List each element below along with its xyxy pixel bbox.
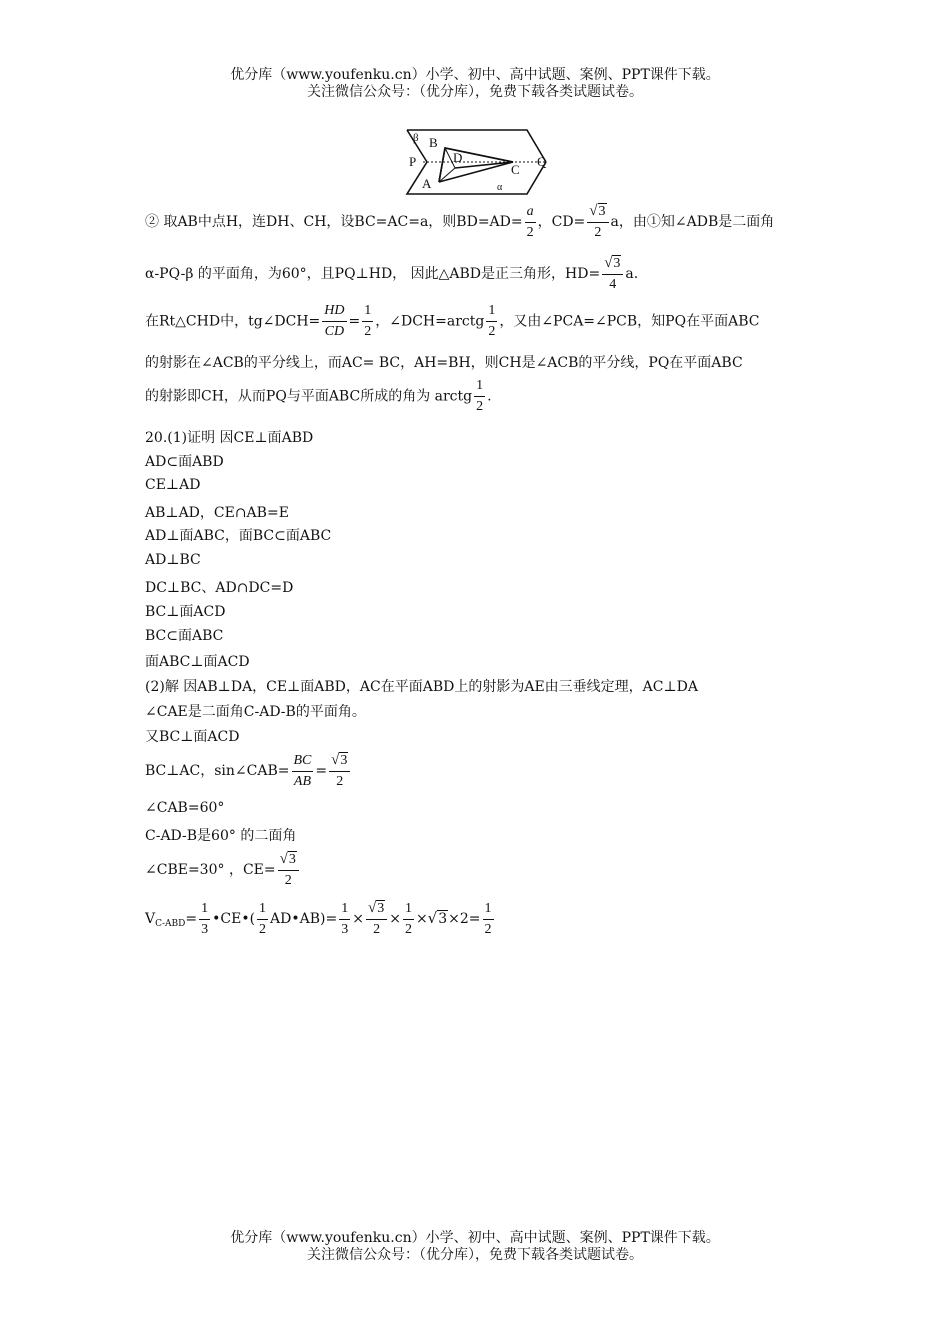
header-line-2: 关注微信公众号：（优分库），免费下载各类试题试卷。 (307, 84, 643, 100)
fraction: $\frac{√3}{2}$ (278, 849, 299, 891)
solution-2-line-4: BC⊥AC，sin∠CAB= $\frac{BC}{AB}$ = $\frac{√3}{2}$ (145, 750, 352, 792)
fraction: $\frac{1}{2}$ (484, 900, 492, 937)
label-beta: β (413, 132, 419, 144)
proof-line-1: 20.(1)证明 因CE⊥面ABD (145, 430, 314, 446)
fraction: $\frac{HD}{CD}$ (324, 303, 345, 339)
proof-line-10: 面ABC⊥面ACD (145, 654, 250, 670)
solution-2-line-5: ∠CAB=60° (145, 800, 225, 816)
proof-line-8: BC⊥面ACD (145, 604, 226, 620)
proof-line-6: AD⊥BC (145, 552, 201, 568)
fraction: $\frac{1}{2}$ (488, 303, 496, 339)
label-a: A (422, 176, 432, 191)
fraction: $\frac{1}{2}$ (364, 303, 372, 339)
solution-2-line-2: ∠CAE是二面角C-AD-B的平面角。 (145, 704, 366, 720)
solution-2-line-1: (2)解 因AB⊥DA，CE⊥面ABD，AC在平面ABD上的射影为AE由三垂线定理，AC⊥DA (145, 679, 698, 695)
footer-line-2: 关注微信公众号：（优分库），免费下载各类试题试卷。 (307, 1247, 643, 1263)
solution-2-line-7: ∠CBE=30° ，CE= $\frac{√3}{2}$ (145, 849, 301, 891)
label-q: Q (537, 154, 547, 169)
plane-beta-edge (407, 130, 546, 162)
solution-line-5: 的射影即CH，从而PQ与平面ABC所成的角为 arctg $\frac{1}{2}$ . (145, 376, 492, 417)
footer-line-1: 优分库（www.youfenku.cn）小学、初中、高中试题、案例、PPT课件下载。 (230, 1230, 720, 1246)
label-p: P (409, 154, 417, 169)
page-footer (0, 1230, 950, 1264)
label-b: B (429, 135, 438, 150)
label-alpha: α (497, 182, 503, 193)
proof-line-3: CE⊥AD (145, 477, 201, 493)
solution-line-2: α-PQ-β 的平面角，为60°，且PQ⊥HD， 因此△ABD是正三角形，HD= $\frac{√3}{4}$ a. (145, 253, 638, 295)
solution-line-4: 的射影在∠ACB的平分线上，而AC= BC，AH=BH，则CH是∠ACB的平分线，PQ在平面ABC (145, 355, 743, 371)
fraction: $\frac{√3}{2}$ (329, 750, 350, 792)
proof-line-7: DC⊥BC、AD∩DC=D (145, 580, 294, 596)
square-root: √3 (427, 909, 448, 927)
proof-line-9: BC⊂面ABC (145, 628, 224, 644)
fraction: $\frac{BC}{AB}$ (293, 752, 312, 789)
proof-line-4: AB⊥AD，CE∩AB=E (145, 505, 289, 521)
fraction: $\frac{1}{2}$ (259, 900, 267, 937)
solution-2-line-6: C-AD-B是60° 的二面角 (145, 828, 297, 844)
proof-line-2: AD⊂面ABD (145, 454, 224, 470)
dihedral-angle-figure (405, 126, 550, 199)
proof-line-5: AD⊥面ABC，面BC⊂面ABC (145, 528, 332, 544)
fraction: $\frac{√3}{4}$ (602, 253, 623, 295)
solution-2-line-3: 又BC⊥面ACD (145, 729, 240, 745)
fraction: $\frac{1}{2}$ (476, 378, 484, 414)
volume-formula: $V_{C-ABD}=$ $\frac{1}{3}$ •CE•( $\frac{1}{2}$ AD•AB)= $\frac{1}{3}$ × $\frac{√3}{2}$ × $\frac{1}{2}$ ×√3×2= $\frac{1}{2}$ (145, 898, 496, 940)
fraction: $\frac{√3}{2}$ (366, 898, 387, 940)
label-c: C (511, 162, 520, 177)
page-header (0, 67, 950, 101)
fraction: $\frac{1}{3}$ (341, 900, 349, 937)
header-line-1: 优分库（www.youfenku.cn）小学、初中、高中试题、案例、PPT课件下载。 (230, 67, 720, 83)
solution-line-3: 在Rt△CHD中，tg∠DCH= $\frac{HD}{CD}$ = $\frac{1}{2}$ ，∠DCH=arctg $\frac{1}{2}$ ，又由∠PCA=∠PCB，知PQ在平面ABC (145, 301, 759, 342)
fraction: $\frac{√3}{2}$ (587, 201, 608, 243)
fraction: $\frac{1}{2}$ (404, 900, 412, 937)
solution-line-1: ② 取AB中点H，连DH、CH，设BC=AC=a，则BD=AD= $\frac{a}{2}$ ，CD= $\frac{√3}{2}$ a，由①知∠ADB是二面角 (145, 201, 774, 243)
fraction: $\frac{1}{3}$ (201, 900, 209, 937)
fraction: $\frac{a}{2}$ (526, 203, 534, 240)
label-d: D (453, 150, 463, 165)
